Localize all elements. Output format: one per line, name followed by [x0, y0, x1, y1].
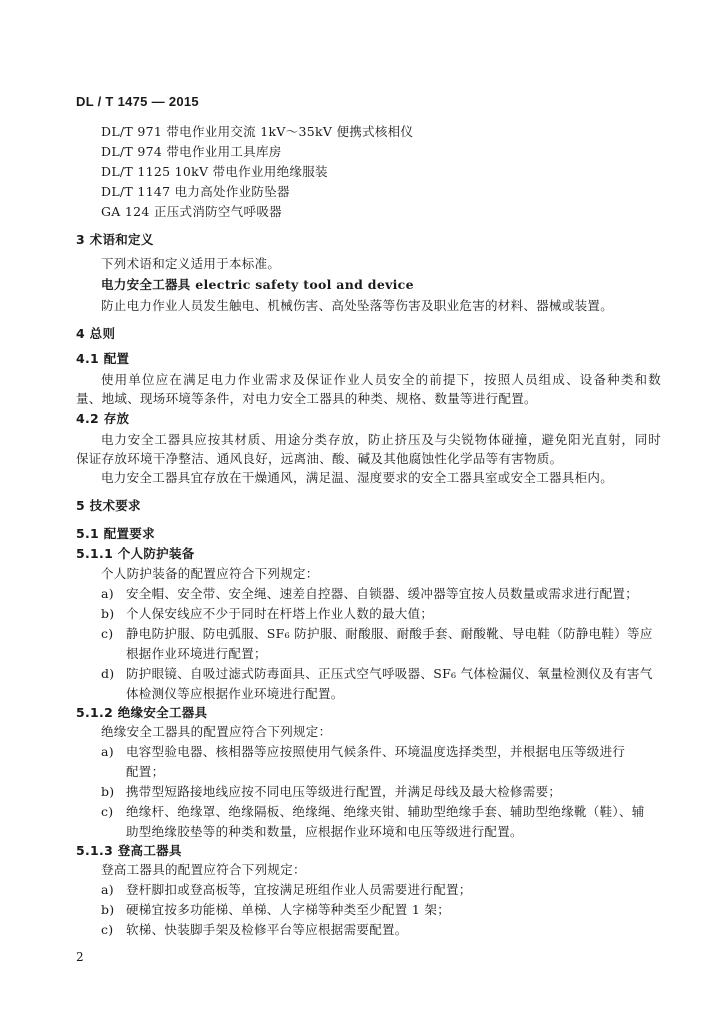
- paragraph-line: 电力安全工器具宜存放在干燥通风，满足温、湿度要求的安全工器具室或安全工器具柜内。: [101, 470, 614, 485]
- list-item: 个人保安线应不少于同时在杆塔上作业人数的最大值；: [126, 606, 434, 621]
- list-item-label: b): [101, 784, 115, 799]
- paragraph-line: 量、地域、现场环境等条件，对电力安全工器具的种类、规格、数量等进行配置。: [76, 391, 537, 406]
- list-intro: 绝缘安全工器具的配置应符合下列规定：: [101, 724, 332, 739]
- list-item: 电容型验电器、核相器等应按照使用气候条件、环境温度选择类型，并根据电压等级进行: [126, 744, 626, 759]
- list-item-label: b): [101, 606, 115, 621]
- subsection-heading-5-1-3: 5.1.3 登高工器具: [76, 843, 182, 858]
- subsection-heading-4-2: 4.2 存放: [76, 411, 130, 426]
- list-item-continuation: 体检测仪等应根据作业环境进行配置。: [126, 686, 344, 701]
- term-definition: 防止电力作业人员发生触电、机械伤害、高处坠落等伤害及职业危害的材料、器械或装置。: [101, 298, 614, 313]
- list-item-continuation: 配置；: [126, 764, 165, 779]
- list-item: 登杆脚扣或登高板等，宜按满足班组作业人员需要进行配置；: [126, 882, 472, 897]
- paragraph-line: 电力安全工器具应按其材质、用途分类存放，防止挤压及与尖锐物体碰撞，避免阳光直射，同时: [101, 432, 661, 447]
- page-number: 2: [76, 950, 84, 964]
- subsection-heading-4-1: 4.1 配置: [76, 351, 130, 366]
- standard-code-header: DL / T 1475 — 2015: [76, 94, 199, 109]
- subsection-heading-5-1: 5.1 配置要求: [76, 526, 155, 541]
- reference-item: DL/T 971 带电作业用交流 1kV～35kV 便携式核相仪: [101, 124, 414, 139]
- list-item: 防护眼镜、自吸过滤式防毒面具、正压式空气呼吸器、SF₆ 气体检漏仪、氧量检测仪及有害气: [126, 666, 653, 681]
- list-item: 静电防护服、防电弧服、SF₆ 防护服、耐酸服、耐酸手套、耐酸靴、导电鞋（防静电鞋）等应: [126, 626, 653, 641]
- section3-intro: 下列术语和定义适用于本标准。: [101, 256, 281, 271]
- paragraph-line: 使用单位应在满足电力作业需求及保证作业人员安全的前提下，按照人员组成、设备种类和数: [101, 372, 661, 387]
- list-item-label: a): [101, 882, 114, 897]
- reference-item: DL/T 1125 10kV 带电作业用绝缘服装: [101, 164, 328, 179]
- list-item-continuation: 助型绝缘胶垫等的种类和数量，应根据作业环境和电压等级进行配置。: [126, 824, 523, 839]
- list-item-label: c): [101, 922, 114, 937]
- subsection-heading-5-1-1: 5.1.1 个人防护装备: [76, 546, 195, 561]
- list-item: 软梯、快装脚手架及检修平台等应根据需要配置。: [126, 922, 408, 937]
- list-item-label: a): [101, 586, 114, 601]
- reference-item: DL/T 1147 电力高处作业防坠器: [101, 184, 290, 199]
- list-intro: 登高工器具的配置应符合下列规定：: [101, 862, 306, 877]
- list-item-continuation: 根据作业环境进行配置；: [126, 646, 267, 661]
- list-item-label: b): [101, 902, 115, 917]
- section-heading-3: 3 术语和定义: [76, 232, 154, 247]
- list-item-label: a): [101, 744, 114, 759]
- list-item: 绝缘杆、绝缘罩、绝缘隔板、绝缘绳、绝缘夹钳、辅助型绝缘手套、辅助型绝缘靴（鞋）、辅: [126, 804, 645, 819]
- list-item-label: d): [101, 666, 115, 681]
- reference-item: DL/T 974 带电作业用工具库房: [101, 144, 282, 159]
- reference-item: GA 124 正压式消防空气呼吸器: [101, 204, 282, 219]
- list-intro: 个人防护装备的配置应符合下列规定：: [101, 566, 319, 581]
- subsection-heading-5-1-2: 5.1.2 绝缘安全工器具: [76, 705, 208, 720]
- section-heading-5: 5 技术要求: [76, 498, 141, 513]
- list-item-label: c): [101, 804, 114, 819]
- list-item: 安全帽、安全带、安全绳、速差自控器、自锁器、缓冲器等宜按人员数量或需求进行配置；: [126, 586, 639, 601]
- list-item-label: c): [101, 626, 114, 641]
- list-item: 硬梯宜按多功能梯、单梯、人字梯等种类至少配置 1 架；: [126, 902, 451, 917]
- section-heading-4: 4 总则: [76, 326, 116, 341]
- paragraph-line: 保证存放环境干净整洁、通风良好，远离油、酸、碱及其他腐蚀性化学品等有害物质。: [76, 451, 563, 466]
- term-title: 电力安全工器具 electric safety tool and device: [101, 277, 414, 292]
- list-item: 携带型短路接地线应按不同电压等级进行配置，并满足母线及最大检修需要；: [126, 784, 562, 799]
